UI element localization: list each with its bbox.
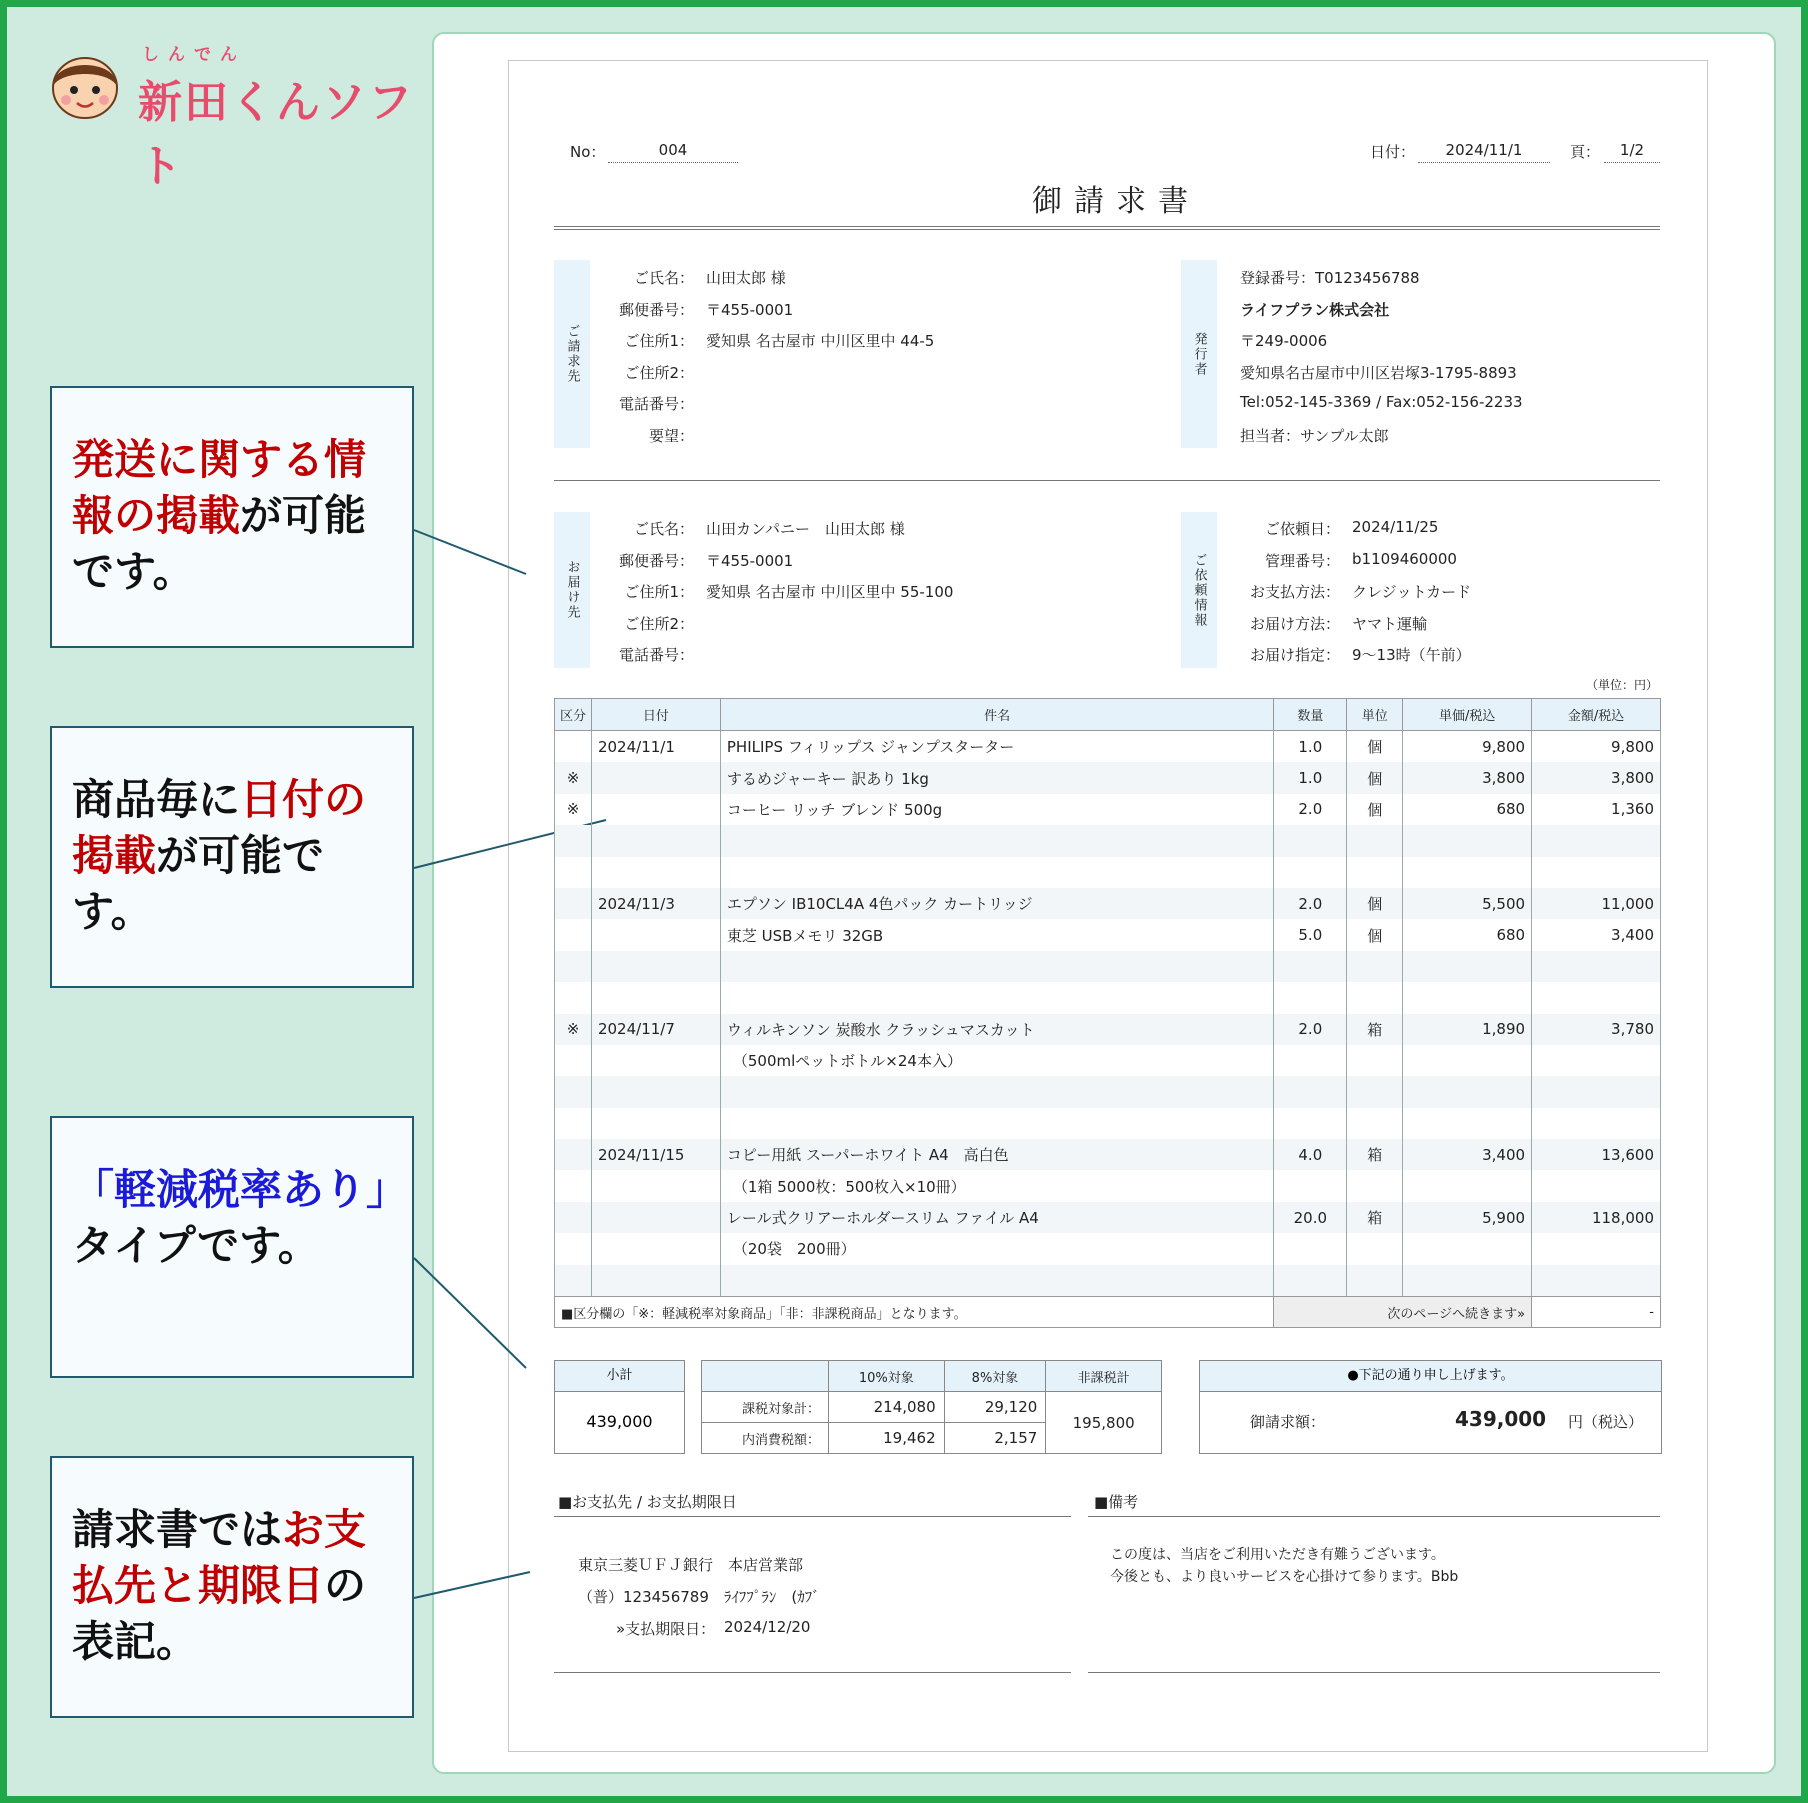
tax-head-8: 8%対象 bbox=[944, 1361, 1046, 1392]
delivery-label: ご住所1： bbox=[624, 583, 694, 601]
table-cell: 個 bbox=[1347, 888, 1403, 919]
table-cell bbox=[555, 825, 592, 856]
table-cell: 118,000 bbox=[1532, 1202, 1661, 1233]
table-cell bbox=[720, 982, 1273, 1013]
table-cell bbox=[591, 982, 720, 1013]
table-cell bbox=[555, 888, 592, 919]
note-text: 発送に関する情報の掲載 bbox=[72, 435, 367, 540]
issuer-line: 登録番号：T0123456788 bbox=[1240, 269, 1420, 287]
table-cell bbox=[1532, 1076, 1661, 1107]
vertical-tag-text: ご請求先 bbox=[564, 324, 580, 384]
table-cell bbox=[1532, 1265, 1661, 1297]
table-footer bbox=[555, 1297, 1661, 1328]
table-cell bbox=[591, 1202, 720, 1233]
table-cell bbox=[555, 1170, 592, 1201]
billing-tag bbox=[554, 260, 590, 448]
table-cell bbox=[720, 1076, 1273, 1107]
note-text: タイプです。 bbox=[72, 1221, 320, 1270]
column-header: 件名 bbox=[720, 699, 1273, 731]
table-cell: コピー用紙 スーパーホワイト A4 高白色 bbox=[720, 1139, 1273, 1170]
vertical-tag-text: 発行者 bbox=[1191, 331, 1207, 377]
note-text: が可能です。 bbox=[72, 491, 367, 596]
table-cell bbox=[1347, 857, 1403, 888]
section-divider bbox=[554, 480, 1660, 481]
total-amount: 439,000 bbox=[1455, 1407, 1547, 1431]
table-cell: 箱 bbox=[1347, 1202, 1403, 1233]
table-cell bbox=[1274, 825, 1347, 856]
table-cell: 2.0 bbox=[1274, 888, 1347, 919]
table-cell: 個 bbox=[1347, 762, 1403, 793]
table-cell bbox=[1274, 1265, 1347, 1297]
billing-value: 〒455-0001 bbox=[706, 300, 794, 319]
table-cell bbox=[1403, 1265, 1532, 1297]
table-cell bbox=[591, 919, 720, 950]
note-text: お支払先と期限日 bbox=[72, 1505, 367, 1610]
table-cell: 2.0 bbox=[1274, 794, 1347, 825]
inner-tax-10: 19,462 bbox=[829, 1423, 945, 1454]
table-row bbox=[555, 1108, 1661, 1139]
delivery-value: 〒455-0001 bbox=[706, 551, 794, 570]
table-cell: 9,800 bbox=[1532, 731, 1661, 763]
taxable-label: 課税対象計： bbox=[702, 1392, 829, 1423]
table-cell: 1.0 bbox=[1274, 762, 1347, 793]
table-row bbox=[555, 1139, 1661, 1170]
table-cell: （1箱 5000枚：500枚入×10冊） bbox=[720, 1170, 1273, 1201]
table-cell: 2024/11/15 bbox=[591, 1139, 720, 1170]
payment-rule-top bbox=[554, 1516, 1071, 1517]
billing-label: ご住所1： bbox=[624, 332, 694, 350]
table-cell: 2.0 bbox=[1274, 1014, 1347, 1045]
table-cell: 個 bbox=[1347, 919, 1403, 950]
inner-tax-label: 内消費税額： bbox=[702, 1423, 829, 1454]
table-cell bbox=[555, 857, 592, 888]
tax-table bbox=[701, 1360, 1162, 1454]
table-row bbox=[555, 888, 1661, 919]
table-cell bbox=[720, 951, 1273, 982]
note-text: 商品毎に bbox=[72, 775, 241, 824]
table-cell: 1,890 bbox=[1403, 1014, 1532, 1045]
table-cell: ※ bbox=[555, 762, 592, 793]
column-header: 区分 bbox=[555, 699, 592, 731]
table-cell bbox=[1274, 1045, 1347, 1076]
billing-label: 電話番号： bbox=[618, 395, 694, 413]
column-header: 数量 bbox=[1274, 699, 1347, 731]
table-cell bbox=[591, 1170, 720, 1201]
logo-text: 新田くんソフト bbox=[138, 77, 414, 192]
taxable-8: 29,120 bbox=[944, 1392, 1046, 1423]
table-cell: 3,780 bbox=[1532, 1014, 1661, 1045]
payment-bank: 東京三菱ＵＦＪ銀行 本店営業部 bbox=[578, 1556, 804, 1574]
table-cell bbox=[555, 1139, 592, 1170]
table-cell: 1,360 bbox=[1532, 794, 1661, 825]
table-row bbox=[555, 1014, 1661, 1045]
table-cell bbox=[1274, 1108, 1347, 1139]
table-cell: 箱 bbox=[1347, 1014, 1403, 1045]
date-value: 2024/11/1 bbox=[1418, 141, 1550, 163]
table-row bbox=[555, 982, 1661, 1013]
billing-label: ご住所2： bbox=[624, 363, 694, 382]
table-cell bbox=[1532, 982, 1661, 1013]
request-value: クレジットカード bbox=[1352, 583, 1472, 601]
table-cell bbox=[1532, 951, 1661, 982]
table-cell bbox=[1274, 1233, 1347, 1264]
table-cell: 5,500 bbox=[1403, 888, 1532, 919]
table-cell bbox=[1403, 1233, 1532, 1264]
table-cell bbox=[1274, 982, 1347, 1013]
table-cell bbox=[1347, 1170, 1403, 1201]
table-cell bbox=[555, 1202, 592, 1233]
page-label: 頁： bbox=[1570, 143, 1601, 161]
table-cell bbox=[555, 1265, 592, 1297]
table-cell bbox=[591, 762, 720, 793]
total-box bbox=[1199, 1360, 1662, 1454]
table-cell bbox=[591, 1233, 720, 1264]
issuer-line: 〒249-0006 bbox=[1240, 332, 1328, 350]
table-row bbox=[555, 1265, 1661, 1297]
logo-ruby: しんでん bbox=[142, 45, 246, 65]
table-cell bbox=[1532, 1045, 1661, 1076]
table-cell: エプソン IB10CL4A 4色パック カートリッジ bbox=[720, 888, 1273, 919]
table-cell: 個 bbox=[1347, 794, 1403, 825]
remarks-line-2: 今後とも、より良いサービスを心掛けて参ります。Bbb bbox=[1110, 1569, 1459, 1585]
table-cell: （500mlペットボトル×24本入） bbox=[720, 1045, 1273, 1076]
table-row bbox=[555, 1233, 1661, 1264]
table-row bbox=[555, 1076, 1661, 1107]
table-cell: ウィルキンソン 炭酸水 クラッシュマスカット bbox=[720, 1014, 1273, 1045]
request-label: お届け方法： bbox=[1249, 614, 1340, 633]
non-taxable-total: 195,800 bbox=[1046, 1392, 1162, 1454]
table-cell bbox=[591, 1076, 720, 1107]
remarks-rule-top bbox=[1088, 1516, 1660, 1517]
table-cell: 個 bbox=[1347, 731, 1403, 763]
billing-label: 郵便番号： bbox=[618, 300, 694, 319]
total-unit: 円（税込） bbox=[1568, 1413, 1644, 1431]
table-cell bbox=[720, 1108, 1273, 1139]
request-value: b1109460000 bbox=[1352, 549, 1457, 568]
table-cell bbox=[1403, 1108, 1532, 1139]
invoice-title: 御請求書 bbox=[1032, 184, 1200, 219]
table-cell bbox=[591, 857, 720, 888]
table-cell bbox=[1347, 1233, 1403, 1264]
table-row bbox=[555, 1045, 1661, 1076]
vertical-tag-text: お届け先 bbox=[564, 560, 580, 620]
table-cell: 3,800 bbox=[1532, 762, 1661, 793]
table-cell: 5.0 bbox=[1274, 919, 1347, 950]
table-cell bbox=[1532, 1108, 1661, 1139]
table-cell bbox=[555, 731, 592, 763]
table-cell bbox=[591, 1045, 720, 1076]
table-cell: 2024/11/3 bbox=[591, 888, 720, 919]
date-label: 日付： bbox=[1370, 143, 1416, 161]
issuer-line: 愛知県名古屋市中川区岩塚3-1795-8893 bbox=[1240, 363, 1517, 382]
table-cell bbox=[555, 1108, 592, 1139]
items-table bbox=[554, 698, 1661, 1328]
table-row bbox=[555, 762, 1661, 793]
table-cell bbox=[720, 825, 1273, 856]
delivery-label: 郵便番号： bbox=[618, 551, 694, 570]
table-cell: レール式クリアーホルダースリム ファイル A4 bbox=[720, 1202, 1273, 1233]
table-cell bbox=[1274, 1170, 1347, 1201]
table-cell bbox=[1532, 1170, 1661, 1201]
table-cell bbox=[1403, 1076, 1532, 1107]
table-cell: 2024/11/1 bbox=[591, 731, 720, 763]
note-text: 日付の掲載 bbox=[72, 775, 367, 880]
column-header: 金額/税込 bbox=[1532, 699, 1661, 731]
callout-line-tax bbox=[414, 1258, 526, 1368]
total-label: 御請求額： bbox=[1250, 1413, 1326, 1431]
table-cell bbox=[591, 1265, 720, 1297]
table-row bbox=[555, 825, 1661, 856]
table-cell: 3,400 bbox=[1532, 919, 1661, 950]
table-cell bbox=[1403, 982, 1532, 1013]
table-cell bbox=[1347, 951, 1403, 982]
table-cell: ※ bbox=[555, 1014, 592, 1045]
delivery-label: ご住所2： bbox=[624, 614, 694, 633]
request-value: ヤマト運輸 bbox=[1352, 614, 1428, 633]
table-cell bbox=[720, 857, 1273, 888]
tax-head-non: 非課税計 bbox=[1046, 1361, 1162, 1392]
table-cell bbox=[1403, 825, 1532, 856]
tax-head-10: 10%対象 bbox=[829, 1361, 945, 1392]
table-cell bbox=[1347, 825, 1403, 856]
table-row bbox=[555, 794, 1661, 825]
request-tag bbox=[1181, 512, 1217, 668]
inner-tax-8: 2,157 bbox=[944, 1423, 1046, 1454]
remarks-rule-bottom bbox=[1088, 1672, 1660, 1673]
table-row bbox=[555, 731, 1661, 763]
column-header: 日付 bbox=[591, 699, 720, 731]
issuer-line: Tel:052-145-3369 / Fax:052-156-2233 bbox=[1240, 393, 1523, 411]
table-row bbox=[555, 951, 1661, 982]
note-text: の表記。 bbox=[72, 1561, 367, 1666]
table-cell bbox=[1347, 1108, 1403, 1139]
table-cell: 680 bbox=[1403, 794, 1532, 825]
payment-heading: ■お支払先 / お支払期限日 bbox=[558, 1493, 737, 1511]
footer-dash: - bbox=[1532, 1297, 1661, 1328]
table-cell bbox=[1403, 1170, 1532, 1201]
table-cell: 2024/11/7 bbox=[591, 1014, 720, 1045]
table-cell bbox=[591, 794, 720, 825]
table-cell: 3,400 bbox=[1403, 1139, 1532, 1170]
table-cell bbox=[1403, 1045, 1532, 1076]
table-cell bbox=[555, 951, 592, 982]
subtotal-box bbox=[554, 1360, 685, 1454]
callout-line-payment bbox=[414, 1572, 530, 1598]
table-cell bbox=[1347, 982, 1403, 1013]
issuer-line: 担当者：サンプル太郎 bbox=[1240, 426, 1389, 445]
table-cell: （20袋 200冊） bbox=[720, 1233, 1273, 1264]
delivery-value: 愛知県 名古屋市 中川区里中 55-100 bbox=[706, 583, 954, 601]
request-label: ご依頼日： bbox=[1264, 520, 1340, 538]
table-cell: ※ bbox=[555, 794, 592, 825]
issuer-tag bbox=[1181, 260, 1217, 448]
table-cell bbox=[591, 825, 720, 856]
items-header bbox=[555, 699, 1661, 731]
table-cell: 20.0 bbox=[1274, 1202, 1347, 1233]
title-rule-top bbox=[554, 226, 1660, 227]
table-cell bbox=[720, 1265, 1273, 1297]
request-value: 2024/11/25 bbox=[1352, 518, 1439, 536]
table-cell: 東芝 USBメモリ 32GB bbox=[720, 919, 1273, 950]
table-cell: 9,800 bbox=[1403, 731, 1532, 763]
delivery-label: 電話番号： bbox=[618, 646, 694, 664]
subtotal-value: 439,000 bbox=[586, 1412, 653, 1431]
table-cell bbox=[555, 1233, 592, 1264]
delivery-label: ご氏名： bbox=[633, 520, 694, 538]
column-header: 単価/税込 bbox=[1403, 699, 1532, 731]
total-head: ●下記の通り申し上げます。 bbox=[1200, 1361, 1661, 1392]
billing-value: 愛知県 名古屋市 中川区里中 44-5 bbox=[706, 332, 935, 350]
footer-next-page: 次のページへ続きます» bbox=[1274, 1297, 1532, 1328]
remarks-line-1: この度は、当店をご利用いただき有難うございます。 bbox=[1110, 1547, 1445, 1563]
table-row bbox=[555, 1170, 1661, 1201]
note-text: が可能です。 bbox=[72, 831, 325, 936]
table-cell bbox=[1347, 1265, 1403, 1297]
billing-label: 要望： bbox=[648, 426, 694, 445]
table-cell bbox=[1274, 951, 1347, 982]
table-cell: 3,800 bbox=[1403, 762, 1532, 793]
table-cell: 箱 bbox=[1347, 1139, 1403, 1170]
table-cell bbox=[591, 951, 720, 982]
issuer-line: ライフプラン株式会社 bbox=[1240, 300, 1390, 319]
column-header: 単位 bbox=[1347, 699, 1403, 731]
billing-label: ご氏名： bbox=[633, 269, 694, 287]
table-cell: コーヒー リッチ ブレンド 500g bbox=[720, 794, 1273, 825]
request-label: お支払方法： bbox=[1249, 583, 1340, 601]
request-value: 9～13時（午前） bbox=[1352, 646, 1471, 664]
table-cell bbox=[555, 1045, 592, 1076]
table-cell bbox=[1403, 951, 1532, 982]
table-cell bbox=[1532, 1233, 1661, 1264]
remarks-heading: ■備考 bbox=[1094, 1493, 1139, 1511]
payment-rule-bottom bbox=[554, 1672, 1071, 1673]
table-cell: 680 bbox=[1403, 919, 1532, 950]
billing-value: 山田太郎 様 bbox=[706, 269, 786, 287]
taxable-10: 214,080 bbox=[829, 1392, 945, 1423]
subtotal-label: 小計 bbox=[555, 1361, 684, 1392]
unit-note: （単位：円） bbox=[1586, 678, 1659, 692]
request-label: お届け指定： bbox=[1249, 646, 1340, 664]
table-row bbox=[555, 919, 1661, 950]
table-cell bbox=[1274, 857, 1347, 888]
table-cell bbox=[1274, 1076, 1347, 1107]
table-cell: 5,900 bbox=[1403, 1202, 1532, 1233]
table-cell bbox=[555, 982, 592, 1013]
table-cell: 1.0 bbox=[1274, 731, 1347, 763]
items-body bbox=[555, 731, 1661, 1328]
callout-line-shipping bbox=[414, 530, 526, 574]
table-cell: 11,000 bbox=[1532, 888, 1661, 919]
table-cell bbox=[1347, 1076, 1403, 1107]
note-text: 「軽減税率あり」 bbox=[72, 1165, 409, 1214]
due-label: »支払期限日： bbox=[616, 1620, 716, 1638]
note-text: 請求書では bbox=[72, 1505, 283, 1554]
table-cell bbox=[1403, 857, 1532, 888]
table-cell bbox=[1532, 857, 1661, 888]
table-row bbox=[555, 857, 1661, 888]
table-row bbox=[555, 1202, 1661, 1233]
table-cell: するめジャーキー 訳あり 1kg bbox=[720, 762, 1273, 793]
tax-corner bbox=[702, 1361, 829, 1392]
table-cell bbox=[555, 1076, 592, 1107]
delivery-value: 山田カンパニー 山田太郎 様 bbox=[706, 520, 905, 538]
table-cell bbox=[555, 919, 592, 950]
footer-note: ■区分欄の「※：軽減税率対象商品」「非：非課税商品」となります。 bbox=[555, 1297, 1274, 1328]
payment-account: （普）123456789 ﾗｲﾌﾌﾟﾗﾝ (ｶﾌﾞ bbox=[578, 1588, 820, 1606]
table-cell: PHILIPS フィリップス ジャンプスターター bbox=[720, 731, 1273, 763]
vertical-tag-text: ご依頼情報 bbox=[1191, 552, 1207, 628]
title-rule-bottom bbox=[554, 229, 1660, 230]
request-label: 管理番号： bbox=[1264, 551, 1340, 570]
no-value: 004 bbox=[608, 141, 738, 163]
table-cell bbox=[1532, 825, 1661, 856]
no-label: No： bbox=[570, 143, 606, 161]
table-cell bbox=[1347, 1045, 1403, 1076]
table-cell bbox=[591, 1108, 720, 1139]
table-cell: 13,600 bbox=[1532, 1139, 1661, 1170]
due-date: 2024/12/20 bbox=[724, 1618, 811, 1636]
table-cell: 4.0 bbox=[1274, 1139, 1347, 1170]
page-value: 1/2 bbox=[1604, 141, 1660, 163]
